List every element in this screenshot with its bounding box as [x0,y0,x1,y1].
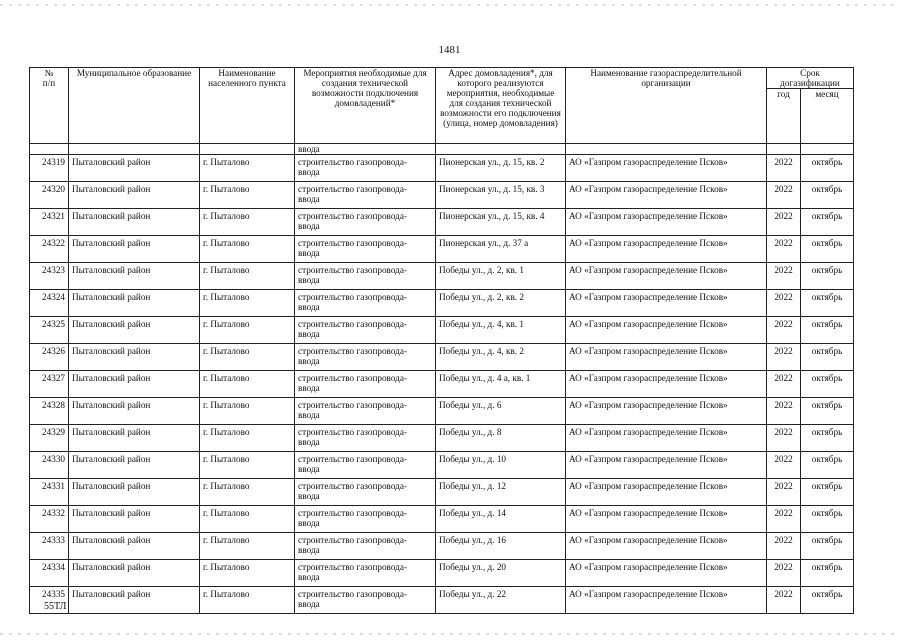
cell-event [295,236,436,263]
cell-municipality: Пыталовский район [69,155,200,182]
table-row [30,236,854,263]
cell-address: Победы ул., д. 20 [436,560,566,587]
cell-municipality: Пыталовский район [69,209,200,236]
event-line-1: строительство газопровода- [298,400,407,410]
cell-event [295,344,436,371]
event-line-2: ввода [298,383,320,393]
cell-organization: АО «Газпром газораспределение Псков» [566,209,767,236]
cell-settlement: г. Пыталово [200,479,295,506]
page-number: 1481 [438,44,461,56]
cell-num: 24334 [30,560,69,587]
cell-address: Победы ул., д. 4, кв. 1 [436,317,566,344]
table-row [30,479,854,506]
table-row [30,344,854,371]
cell-address: Победы ул., д. 10 [436,452,566,479]
cell-num: 24324 [30,290,69,317]
table-body [30,144,854,614]
table-row [30,425,854,452]
cell-address: Победы ул., д. 2, кв. 1 [436,263,566,290]
header-municipality: Муниципальное образование [69,68,200,144]
event-line-1: строительство газопровода- [298,508,407,518]
event-line-1: строительство газопровода- [298,292,407,302]
event-line-1: строительство газопровода- [298,211,407,221]
cell-num: 24326 [30,344,69,371]
cell-organization: АО «Газпром газораспределение Псков» [566,182,767,209]
cell-month: октябрь [801,371,854,398]
cell-settlement: г. Пыталово [200,587,295,614]
cell-municipality: Пыталовский район [69,344,200,371]
cell-month: октябрь [801,290,854,317]
event-line-1: строительство газопровода- [298,562,407,572]
cell-organization: АО «Газпром газораспределение Псков» [566,263,767,290]
footer-code: 55ТЛ [44,601,67,612]
cell-address: Победы ул., д. 4 а, кв. 1 [436,371,566,398]
cell-num: 24321 [30,209,69,236]
table-row [30,209,854,236]
cell-settlement: г. Пыталово [200,344,295,371]
gasification-table [29,67,854,614]
table-row [30,263,854,290]
cell-organization: АО «Газпром газораспределение Псков» [566,479,767,506]
continuation-row [30,144,854,155]
cell-municipality: Пыталовский район [69,182,200,209]
cell-organization: АО «Газпром газораспределение Псков» [566,290,767,317]
cell-month: октябрь [801,533,854,560]
cell-year: 2022 [767,263,801,290]
cell-municipality: Пыталовский район [69,425,200,452]
event-line-2: ввода [298,194,320,204]
cell-settlement: г. Пыталово [200,371,295,398]
table-row [30,560,854,587]
event-line-2: ввода [298,356,320,366]
cell-event [295,560,436,587]
cell-organization: АО «Газпром газораспределение Псков» [566,506,767,533]
cell-num: 24333 [30,533,69,560]
cell-num: 24332 [30,506,69,533]
cell-year: 2022 [767,452,801,479]
cell-month: октябрь [801,344,854,371]
cell-month: октябрь [801,560,854,587]
cell-event [295,479,436,506]
cell-settlement: г. Пыталово [200,182,295,209]
cell-settlement: г. Пыталово [200,290,295,317]
cell-event [295,371,436,398]
cell-municipality: Пыталовский район [69,236,200,263]
cell-address: Победы ул., д. 16 [436,533,566,560]
cell-municipality: Пыталовский район [69,317,200,344]
event-line-2: ввода [298,329,320,339]
event-line-1: строительство газопровода- [298,319,407,329]
cell-event [295,182,436,209]
cell-organization: АО «Газпром газораспределение Псков» [566,533,767,560]
cell-municipality: Пыталовский район [69,263,200,290]
cell-organization: АО «Газпром газораспределение Псков» [566,236,767,263]
event-line-1: строительство газопровода- [298,373,407,383]
table-row [30,290,854,317]
cell-event [295,398,436,425]
cell-event [295,263,436,290]
table-header [30,68,854,144]
cell-month: октябрь [801,587,854,614]
cell-year: 2022 [767,236,801,263]
cell-num: 24335 [30,587,69,614]
cell-num: 24327 [30,371,69,398]
event-line-1: строительство газопровода- [298,535,407,545]
cell-address: Победы ул., д. 6 [436,398,566,425]
cell-settlement: г. Пыталово [200,317,295,344]
event-line-2: ввода [298,248,320,258]
cell-municipality: Пыталовский район [69,560,200,587]
table-row [30,506,854,533]
cell-address: Пионерская ул., д. 15, кв. 2 [436,155,566,182]
cell-month: октябрь [801,506,854,533]
header-term: Срок догазификации [767,68,854,89]
event-line-2: ввода [298,410,320,420]
cell-organization: АО «Газпром газораспределение Псков» [566,398,767,425]
event-line-2: ввода [298,275,320,285]
cell-year: 2022 [767,155,801,182]
event-line-2: ввода [298,167,320,177]
cell-event [295,317,436,344]
cell-organization: АО «Газпром газораспределение Псков» [566,344,767,371]
cell-settlement: г. Пыталово [200,398,295,425]
cell-year: 2022 [767,317,801,344]
cell-month: октябрь [801,155,854,182]
event-line-2: ввода [298,302,320,312]
cell-year: 2022 [767,344,801,371]
event-line-1: строительство газопровода- [298,265,407,275]
table-row [30,533,854,560]
header-settlement: Наименование населенного пункта [200,68,295,144]
cell-organization: АО «Газпром газораспределение Псков» [566,452,767,479]
cell-year: 2022 [767,506,801,533]
event-line-1: строительство газопровода- [298,157,407,167]
header-event: Мероприятия необходимые для создания технической возможности подключения домовладений* [295,68,436,144]
event-line-2: ввода [298,464,320,474]
event-line-1: строительство газопровода- [298,238,407,248]
cell-event [295,290,436,317]
cont-cell [69,144,200,155]
cell-organization: АО «Газпром газораспределение Псков» [566,587,767,614]
cell-month: октябрь [801,236,854,263]
event-line-1: строительство газопровода- [298,454,407,464]
cell-address: Пионерская ул., д. 37 а [436,236,566,263]
table-row [30,182,854,209]
cell-address: Пионерская ул., д. 15, кв. 4 [436,209,566,236]
cell-num: 24319 [30,155,69,182]
cell-month: октябрь [801,317,854,344]
cont-cell [566,144,767,155]
event-line-2: ввода [298,518,320,528]
cell-num: 24322 [30,236,69,263]
cell-organization: АО «Газпром газораспределение Псков» [566,155,767,182]
event-line-1: строительство газопровода- [298,184,407,194]
cell-municipality: Пыталовский район [69,398,200,425]
event-line-2: ввода [298,491,320,501]
cell-address: Победы ул., д. 8 [436,425,566,452]
cont-cell [767,144,801,155]
cell-organization: АО «Газпром газораспределение Псков» [566,425,767,452]
cell-settlement: г. Пыталово [200,209,295,236]
cell-year: 2022 [767,479,801,506]
event-line-1: строительство газопровода- [298,346,407,356]
cell-month: октябрь [801,209,854,236]
cell-month: октябрь [801,263,854,290]
cell-num: 24320 [30,182,69,209]
event-line-2: ввода [298,572,320,582]
cell-num: 24323 [30,263,69,290]
cell-month: октябрь [801,398,854,425]
cell-year: 2022 [767,398,801,425]
header-organization: Наименование газораспределительной организации [566,68,767,144]
cell-event [295,452,436,479]
cell-organization: АО «Газпром газораспределение Псков» [566,371,767,398]
cell-event [295,506,436,533]
cell-municipality: Пыталовский район [69,533,200,560]
cell-organization: АО «Газпром газораспределение Псков» [566,317,767,344]
event-line-2: ввода [298,545,320,555]
cell-year: 2022 [767,371,801,398]
table-row [30,452,854,479]
cell-municipality: Пыталовский район [69,479,200,506]
cell-settlement: г. Пыталово [200,452,295,479]
event-line-2: ввода [298,221,320,231]
cell-event [295,425,436,452]
cell-settlement: г. Пыталово [200,533,295,560]
cell-municipality: Пыталовский район [69,452,200,479]
cell-num: 24328 [30,398,69,425]
cell-month: октябрь [801,182,854,209]
cell-settlement: г. Пыталово [200,236,295,263]
cell-address: Победы ул., д. 4, кв. 2 [436,344,566,371]
cell-year: 2022 [767,533,801,560]
header-month: месяц [801,89,854,144]
cell-settlement: г. Пыталово [200,425,295,452]
cell-municipality: Пыталовский район [69,371,200,398]
cont-cell [801,144,854,155]
cell-settlement: г. Пыталово [200,506,295,533]
cell-settlement: г. Пыталово [200,155,295,182]
cell-municipality: Пыталовский район [69,290,200,317]
cell-num: 24325 [30,317,69,344]
cell-num: 24330 [30,452,69,479]
cell-event [295,155,436,182]
cell-month: октябрь [801,452,854,479]
cell-year: 2022 [767,290,801,317]
cell-address: Победы ул., д. 14 [436,506,566,533]
cell-settlement: г. Пыталово [200,560,295,587]
cell-year: 2022 [767,560,801,587]
cell-event [295,533,436,560]
event-line-1: строительство газопровода- [298,427,407,437]
cont-cell [200,144,295,155]
cell-organization: АО «Газпром газораспределение Псков» [566,560,767,587]
cell-settlement: г. Пыталово [200,263,295,290]
event-line-1: строительство газопровода- [298,481,407,491]
scan-edge-bottom [0,633,899,635]
header-year: год [767,89,801,144]
cont-event: ввода [295,144,436,155]
table-row [30,317,854,344]
cell-month: октябрь [801,425,854,452]
header-num: № п/п [30,68,69,144]
cell-num: 24329 [30,425,69,452]
cell-year: 2022 [767,425,801,452]
cell-year: 2022 [767,209,801,236]
cell-month: октябрь [801,479,854,506]
cell-num: 24331 [30,479,69,506]
table-row [30,587,854,614]
cell-year: 2022 [767,182,801,209]
cell-address: Победы ул., д. 2, кв. 2 [436,290,566,317]
cont-cell [436,144,566,155]
cont-cell [30,144,69,155]
cell-municipality: Пыталовский район [69,587,200,614]
cell-address: Победы ул., д. 22 [436,587,566,614]
event-line-1: строительство газопровода- [298,589,407,599]
cell-address: Победы ул., д. 12 [436,479,566,506]
cell-event [295,209,436,236]
event-line-2: ввода [298,599,320,609]
cell-address: Пионерская ул., д. 15, кв. 3 [436,182,566,209]
header-address: Адрес домовладения*, для которого реализуются мероприятия, необходимые для создания технической возможности его подключения (улица, номер домовладения) [436,68,566,144]
table-row [30,371,854,398]
cell-event [295,587,436,614]
event-line-2: ввода [298,437,320,447]
cell-year: 2022 [767,587,801,614]
scan-edge-top [0,4,899,6]
table-row [30,398,854,425]
table-row [30,155,854,182]
cell-municipality: Пыталовский район [69,506,200,533]
